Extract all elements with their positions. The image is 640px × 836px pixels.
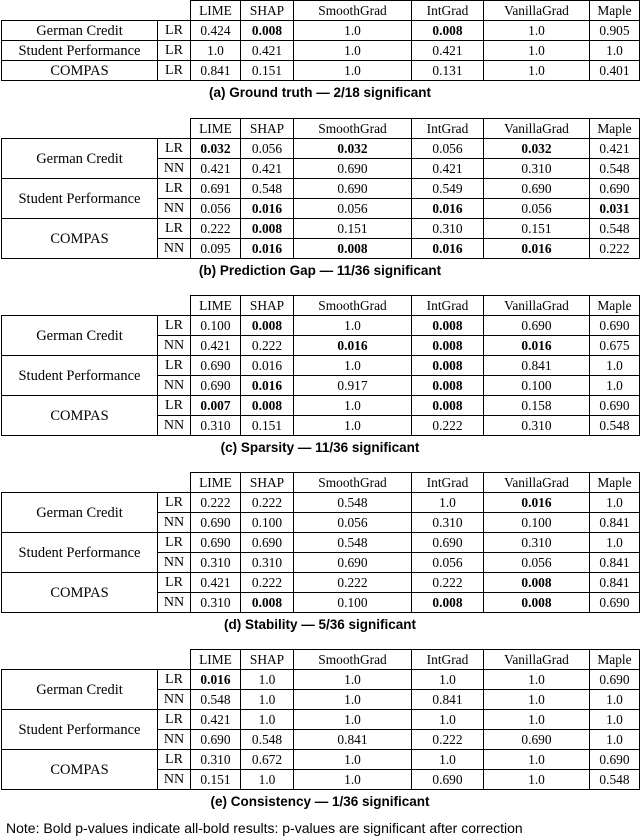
column-header: SmoothGrad <box>294 473 412 493</box>
p-value-cell: 0.310 <box>484 159 590 179</box>
p-value-cell: 1.0 <box>590 710 640 730</box>
table-row <box>2 750 640 770</box>
table-row <box>2 179 640 199</box>
model-cell: NN <box>158 336 191 356</box>
p-value-cell: 0.016 <box>241 356 294 376</box>
p-value-cell: 0.905 <box>590 21 640 41</box>
p-value-cell: 0.421 <box>241 159 294 179</box>
p-value-cell: 1.0 <box>484 770 590 790</box>
header-blank-cell <box>2 296 191 316</box>
p-value-cell: 1.0 <box>484 61 590 81</box>
table-row <box>2 21 640 41</box>
model-cell: LR <box>158 139 191 159</box>
p-value-cell: 0.401 <box>590 61 640 81</box>
p-value-cell: 1.0 <box>590 690 640 710</box>
p-value-cell: 0.008 <box>412 593 484 613</box>
header-blank-cell <box>2 1 191 21</box>
p-value-cell: 1.0 <box>590 493 640 513</box>
table-row <box>2 61 640 81</box>
table-caption: (c) Sparsity — 11/36 significant <box>220 440 420 455</box>
column-header: Maple <box>590 1 640 21</box>
header-blank-cell <box>2 119 191 139</box>
dataset-cell: COMPAS <box>2 396 158 436</box>
p-value-cell: 0.222 <box>191 493 241 513</box>
p-value-cell: 0.016 <box>241 199 294 219</box>
header-row <box>2 119 640 139</box>
p-value-cell: 0.158 <box>484 396 590 416</box>
model-cell: LR <box>158 21 191 41</box>
column-header: LIME <box>191 650 241 670</box>
p-value-cell: 0.032 <box>191 139 241 159</box>
p-value-cell: 1.0 <box>590 356 640 376</box>
p-value-cell: 0.548 <box>590 159 640 179</box>
p-value-cell: 0.690 <box>412 770 484 790</box>
p-value-cell: 1.0 <box>294 670 412 690</box>
p-value-cell: 0.222 <box>412 730 484 750</box>
p-value-cell: 1.0 <box>294 770 412 790</box>
results-table <box>1 118 640 259</box>
column-header: VanillaGrad <box>484 296 590 316</box>
table-row <box>2 493 640 513</box>
p-value-cell: 1.0 <box>484 690 590 710</box>
p-value-cell: 0.008 <box>241 593 294 613</box>
p-value-cell: 0.008 <box>412 396 484 416</box>
p-value-cell: 0.421 <box>191 573 241 593</box>
p-value-cell: 0.008 <box>294 239 412 259</box>
p-value-cell: 0.548 <box>294 533 412 553</box>
model-cell: LR <box>158 710 191 730</box>
column-header: LIME <box>191 1 241 21</box>
column-header: LIME <box>191 119 241 139</box>
p-value-cell: 0.690 <box>294 159 412 179</box>
p-value-cell: 0.016 <box>484 493 590 513</box>
model-cell: LR <box>158 750 191 770</box>
p-value-cell: 0.421 <box>191 336 241 356</box>
p-value-cell: 0.841 <box>590 573 640 593</box>
column-header: SHAP <box>241 650 294 670</box>
p-value-cell: 0.151 <box>241 61 294 81</box>
p-value-cell: 0.151 <box>294 219 412 239</box>
column-header: VanillaGrad <box>484 650 590 670</box>
p-value-cell: 0.917 <box>294 376 412 396</box>
model-cell: LR <box>158 61 191 81</box>
model-cell: NN <box>158 199 191 219</box>
results-table-block <box>0 472 640 634</box>
column-header: LIME <box>191 296 241 316</box>
p-value-cell: 0.222 <box>191 219 241 239</box>
p-value-cell: 1.0 <box>241 670 294 690</box>
dataset-cell: COMPAS <box>2 61 158 81</box>
p-value-cell: 0.690 <box>484 730 590 750</box>
results-table <box>1 472 640 613</box>
p-value-cell: 1.0 <box>484 670 590 690</box>
p-value-cell: 0.690 <box>590 316 640 336</box>
p-value-cell: 0.841 <box>412 690 484 710</box>
p-value-cell: 0.310 <box>191 416 241 436</box>
p-value-cell: 0.548 <box>294 493 412 513</box>
p-value-cell: 1.0 <box>294 41 412 61</box>
results-table <box>1 295 640 436</box>
header-blank-cell <box>2 650 191 670</box>
dataset-cell: German Credit <box>2 21 158 41</box>
p-value-cell: 0.100 <box>484 376 590 396</box>
p-value-cell: 0.008 <box>484 573 590 593</box>
table-row <box>2 710 640 730</box>
column-header: VanillaGrad <box>484 119 590 139</box>
p-value-cell: 0.016 <box>412 239 484 259</box>
p-value-cell: 0.424 <box>191 21 241 41</box>
p-value-cell: 1.0 <box>412 670 484 690</box>
p-value-cell: 1.0 <box>484 21 590 41</box>
p-value-cell: 0.310 <box>484 533 590 553</box>
model-cell: NN <box>158 553 191 573</box>
dataset-cell: German Credit <box>2 670 158 710</box>
table-row <box>2 533 640 553</box>
p-value-cell: 1.0 <box>294 690 412 710</box>
model-cell: LR <box>158 533 191 553</box>
p-value-cell: 0.549 <box>412 179 484 199</box>
p-value-cell: 0.008 <box>241 396 294 416</box>
table-caption: (d) Stability — 5/36 significant <box>223 617 417 632</box>
p-value-cell: 0.841 <box>484 356 590 376</box>
p-value-cell: 0.690 <box>191 533 241 553</box>
p-value-cell: 1.0 <box>412 750 484 770</box>
p-value-cell: 1.0 <box>484 710 590 730</box>
p-value-cell: 1.0 <box>294 396 412 416</box>
p-value-cell: 0.056 <box>294 199 412 219</box>
table-row <box>2 219 640 239</box>
model-cell: LR <box>158 670 191 690</box>
results-table <box>1 649 640 790</box>
header-row <box>2 473 640 493</box>
p-value-cell: 0.548 <box>241 730 294 750</box>
p-value-cell: 0.032 <box>484 139 590 159</box>
p-value-cell: 0.008 <box>484 593 590 613</box>
p-value-cell: 0.008 <box>241 219 294 239</box>
dataset-cell: German Credit <box>2 139 158 179</box>
p-value-cell: 0.310 <box>241 553 294 573</box>
p-value-cell: 0.095 <box>191 239 241 259</box>
p-value-cell: 0.548 <box>590 416 640 436</box>
table-row <box>2 316 640 336</box>
p-value-cell: 0.222 <box>294 573 412 593</box>
results-table-block <box>0 118 640 280</box>
p-value-cell: 1.0 <box>294 356 412 376</box>
p-value-cell: 1.0 <box>590 533 640 553</box>
column-header: SHAP <box>241 296 294 316</box>
model-cell: LR <box>158 356 191 376</box>
p-value-cell: 0.016 <box>484 239 590 259</box>
p-value-cell: 0.690 <box>191 513 241 533</box>
p-value-cell: 0.131 <box>412 61 484 81</box>
p-value-cell: 0.056 <box>191 199 241 219</box>
model-cell: LR <box>158 219 191 239</box>
table-caption: (e) Consistency — 1/36 significant <box>210 794 430 809</box>
p-value-cell: 1.0 <box>484 750 590 770</box>
p-value-cell: 0.222 <box>590 239 640 259</box>
results-table-block <box>0 649 640 811</box>
p-value-cell: 0.690 <box>412 533 484 553</box>
p-value-cell: 1.0 <box>294 21 412 41</box>
model-cell: NN <box>158 770 191 790</box>
p-value-cell: 0.056 <box>412 139 484 159</box>
p-value-cell: 0.151 <box>484 219 590 239</box>
model-cell: NN <box>158 376 191 396</box>
p-value-cell: 0.690 <box>191 356 241 376</box>
p-value-cell: 1.0 <box>484 41 590 61</box>
p-value-cell: 0.310 <box>191 750 241 770</box>
table-row <box>2 670 640 690</box>
p-value-cell: 0.151 <box>191 770 241 790</box>
column-header: Maple <box>590 119 640 139</box>
model-cell: NN <box>158 730 191 750</box>
p-value-cell: 1.0 <box>241 690 294 710</box>
p-value-cell: 0.690 <box>294 553 412 573</box>
column-header: IntGrad <box>412 473 484 493</box>
column-header: IntGrad <box>412 650 484 670</box>
table-caption: (a) Ground truth — 2/18 significant <box>208 85 431 100</box>
model-cell: LR <box>158 573 191 593</box>
p-value-cell: 0.675 <box>590 336 640 356</box>
model-cell: NN <box>158 239 191 259</box>
p-value-cell: 0.016 <box>241 376 294 396</box>
p-value-cell: 1.0 <box>412 710 484 730</box>
p-value-cell: 0.310 <box>484 416 590 436</box>
p-value-cell: 0.310 <box>412 219 484 239</box>
dataset-cell: German Credit <box>2 493 158 533</box>
p-value-cell: 1.0 <box>294 61 412 81</box>
p-value-cell: 0.008 <box>241 316 294 336</box>
p-value-cell: 0.421 <box>590 139 640 159</box>
dataset-cell: Student Performance <box>2 533 158 573</box>
p-value-cell: 0.690 <box>590 750 640 770</box>
p-value-cell: 0.016 <box>412 199 484 219</box>
p-value-cell: 0.310 <box>191 593 241 613</box>
header-row <box>2 1 640 21</box>
model-cell: NN <box>158 159 191 179</box>
table-row <box>2 573 640 593</box>
p-value-cell: 0.691 <box>191 179 241 199</box>
p-value-cell: 0.841 <box>590 553 640 573</box>
model-cell: NN <box>158 416 191 436</box>
model-cell: LR <box>158 396 191 416</box>
column-header: Maple <box>590 473 640 493</box>
results-table-block <box>0 295 640 457</box>
p-value-cell: 0.548 <box>590 219 640 239</box>
p-value-cell: 0.100 <box>484 513 590 533</box>
p-value-cell: 1.0 <box>590 376 640 396</box>
p-value-cell: 1.0 <box>412 493 484 513</box>
p-value-cell: 0.100 <box>241 513 294 533</box>
column-header: IntGrad <box>412 119 484 139</box>
p-value-cell: 0.008 <box>412 21 484 41</box>
p-value-cell: 0.008 <box>412 336 484 356</box>
p-value-cell: 0.222 <box>412 573 484 593</box>
p-value-cell: 1.0 <box>294 316 412 336</box>
p-value-cell: 0.016 <box>484 336 590 356</box>
header-blank-cell <box>2 473 191 493</box>
model-cell: LR <box>158 316 191 336</box>
p-value-cell: 0.031 <box>590 199 640 219</box>
p-value-cell: 0.690 <box>590 396 640 416</box>
header-row <box>2 296 640 316</box>
p-value-cell: 0.841 <box>294 730 412 750</box>
dataset-cell: Student Performance <box>2 41 158 61</box>
model-cell: NN <box>158 690 191 710</box>
model-cell: LR <box>158 493 191 513</box>
p-value-cell: 1.0 <box>241 710 294 730</box>
p-value-cell: 0.672 <box>241 750 294 770</box>
p-value-cell: 0.056 <box>484 199 590 219</box>
model-cell: NN <box>158 593 191 613</box>
p-value-cell: 0.548 <box>241 179 294 199</box>
p-value-cell: 1.0 <box>241 770 294 790</box>
table-row <box>2 139 640 159</box>
column-header: SmoothGrad <box>294 1 412 21</box>
p-value-cell: 0.056 <box>241 139 294 159</box>
p-value-cell: 0.421 <box>412 41 484 61</box>
p-value-cell: 0.032 <box>294 139 412 159</box>
column-header: SHAP <box>241 473 294 493</box>
p-value-cell: 0.056 <box>484 553 590 573</box>
p-value-cell: 0.841 <box>590 513 640 533</box>
dataset-cell: COMPAS <box>2 219 158 259</box>
p-value-cell: 1.0 <box>294 416 412 436</box>
p-value-cell: 0.056 <box>294 513 412 533</box>
p-value-cell: 1.0 <box>294 750 412 770</box>
p-value-cell: 0.008 <box>412 376 484 396</box>
dataset-cell: COMPAS <box>2 750 158 790</box>
p-value-cell: 0.056 <box>412 553 484 573</box>
dataset-cell: Student Performance <box>2 179 158 219</box>
column-header: SmoothGrad <box>294 650 412 670</box>
p-value-cell: 0.690 <box>191 730 241 750</box>
model-cell: NN <box>158 513 191 533</box>
p-value-cell: 0.007 <box>191 396 241 416</box>
p-value-cell: 0.690 <box>484 179 590 199</box>
p-value-cell: 0.222 <box>241 573 294 593</box>
p-value-cell: 0.008 <box>412 356 484 376</box>
p-value-cell: 0.421 <box>191 159 241 179</box>
p-value-cell: 1.0 <box>294 710 412 730</box>
p-value-cell: 0.690 <box>590 179 640 199</box>
p-value-cell: 0.548 <box>590 770 640 790</box>
column-header: Maple <box>590 650 640 670</box>
p-value-cell: 1.0 <box>590 730 640 750</box>
p-value-cell: 0.222 <box>241 336 294 356</box>
model-cell: LR <box>158 41 191 61</box>
footnote-text: Note: Bold p-values indicate all-bold results: p-values are significant after correction <box>6 820 523 836</box>
column-header: VanillaGrad <box>484 473 590 493</box>
p-value-cell: 0.690 <box>241 533 294 553</box>
p-value-cell: 0.690 <box>294 179 412 199</box>
p-value-cell: 0.100 <box>294 593 412 613</box>
p-value-cell: 0.016 <box>191 670 241 690</box>
column-header: SmoothGrad <box>294 119 412 139</box>
p-value-cell: 0.841 <box>191 61 241 81</box>
column-header: VanillaGrad <box>484 1 590 21</box>
column-header: SHAP <box>241 1 294 21</box>
column-header: Maple <box>590 296 640 316</box>
dataset-cell: COMPAS <box>2 573 158 613</box>
p-value-cell: 0.690 <box>590 593 640 613</box>
dataset-cell: German Credit <box>2 316 158 356</box>
p-value-cell: 0.690 <box>590 670 640 690</box>
p-value-cell: 0.310 <box>191 553 241 573</box>
p-value-cell: 0.008 <box>412 316 484 336</box>
p-value-cell: 0.548 <box>191 690 241 710</box>
column-header: SmoothGrad <box>294 296 412 316</box>
results-table-block <box>0 0 640 102</box>
p-value-cell: 0.310 <box>412 513 484 533</box>
p-value-cell: 0.421 <box>191 710 241 730</box>
column-header: IntGrad <box>412 1 484 21</box>
results-table <box>1 0 640 81</box>
dataset-cell: Student Performance <box>2 710 158 750</box>
p-value-cell: 0.421 <box>412 159 484 179</box>
model-cell: LR <box>158 179 191 199</box>
table-row <box>2 396 640 416</box>
p-value-cell: 1.0 <box>191 41 241 61</box>
p-value-cell: 0.016 <box>241 239 294 259</box>
p-value-cell: 0.222 <box>412 416 484 436</box>
p-value-cell: 0.690 <box>484 316 590 336</box>
table-row <box>2 41 640 61</box>
p-value-cell: 0.421 <box>241 41 294 61</box>
p-value-cell: 0.100 <box>191 316 241 336</box>
p-value-cell: 0.222 <box>241 493 294 513</box>
dataset-cell: Student Performance <box>2 356 158 396</box>
p-value-cell: 0.690 <box>191 376 241 396</box>
p-value-cell: 1.0 <box>590 41 640 61</box>
table-row <box>2 356 640 376</box>
column-header: SHAP <box>241 119 294 139</box>
header-row <box>2 650 640 670</box>
p-value-cell: 0.151 <box>241 416 294 436</box>
p-value-cell: 0.016 <box>294 336 412 356</box>
column-header: LIME <box>191 473 241 493</box>
column-header: IntGrad <box>412 296 484 316</box>
p-value-cell: 0.008 <box>241 21 294 41</box>
table-caption: (b) Prediction Gap — 11/36 significant <box>198 263 442 278</box>
